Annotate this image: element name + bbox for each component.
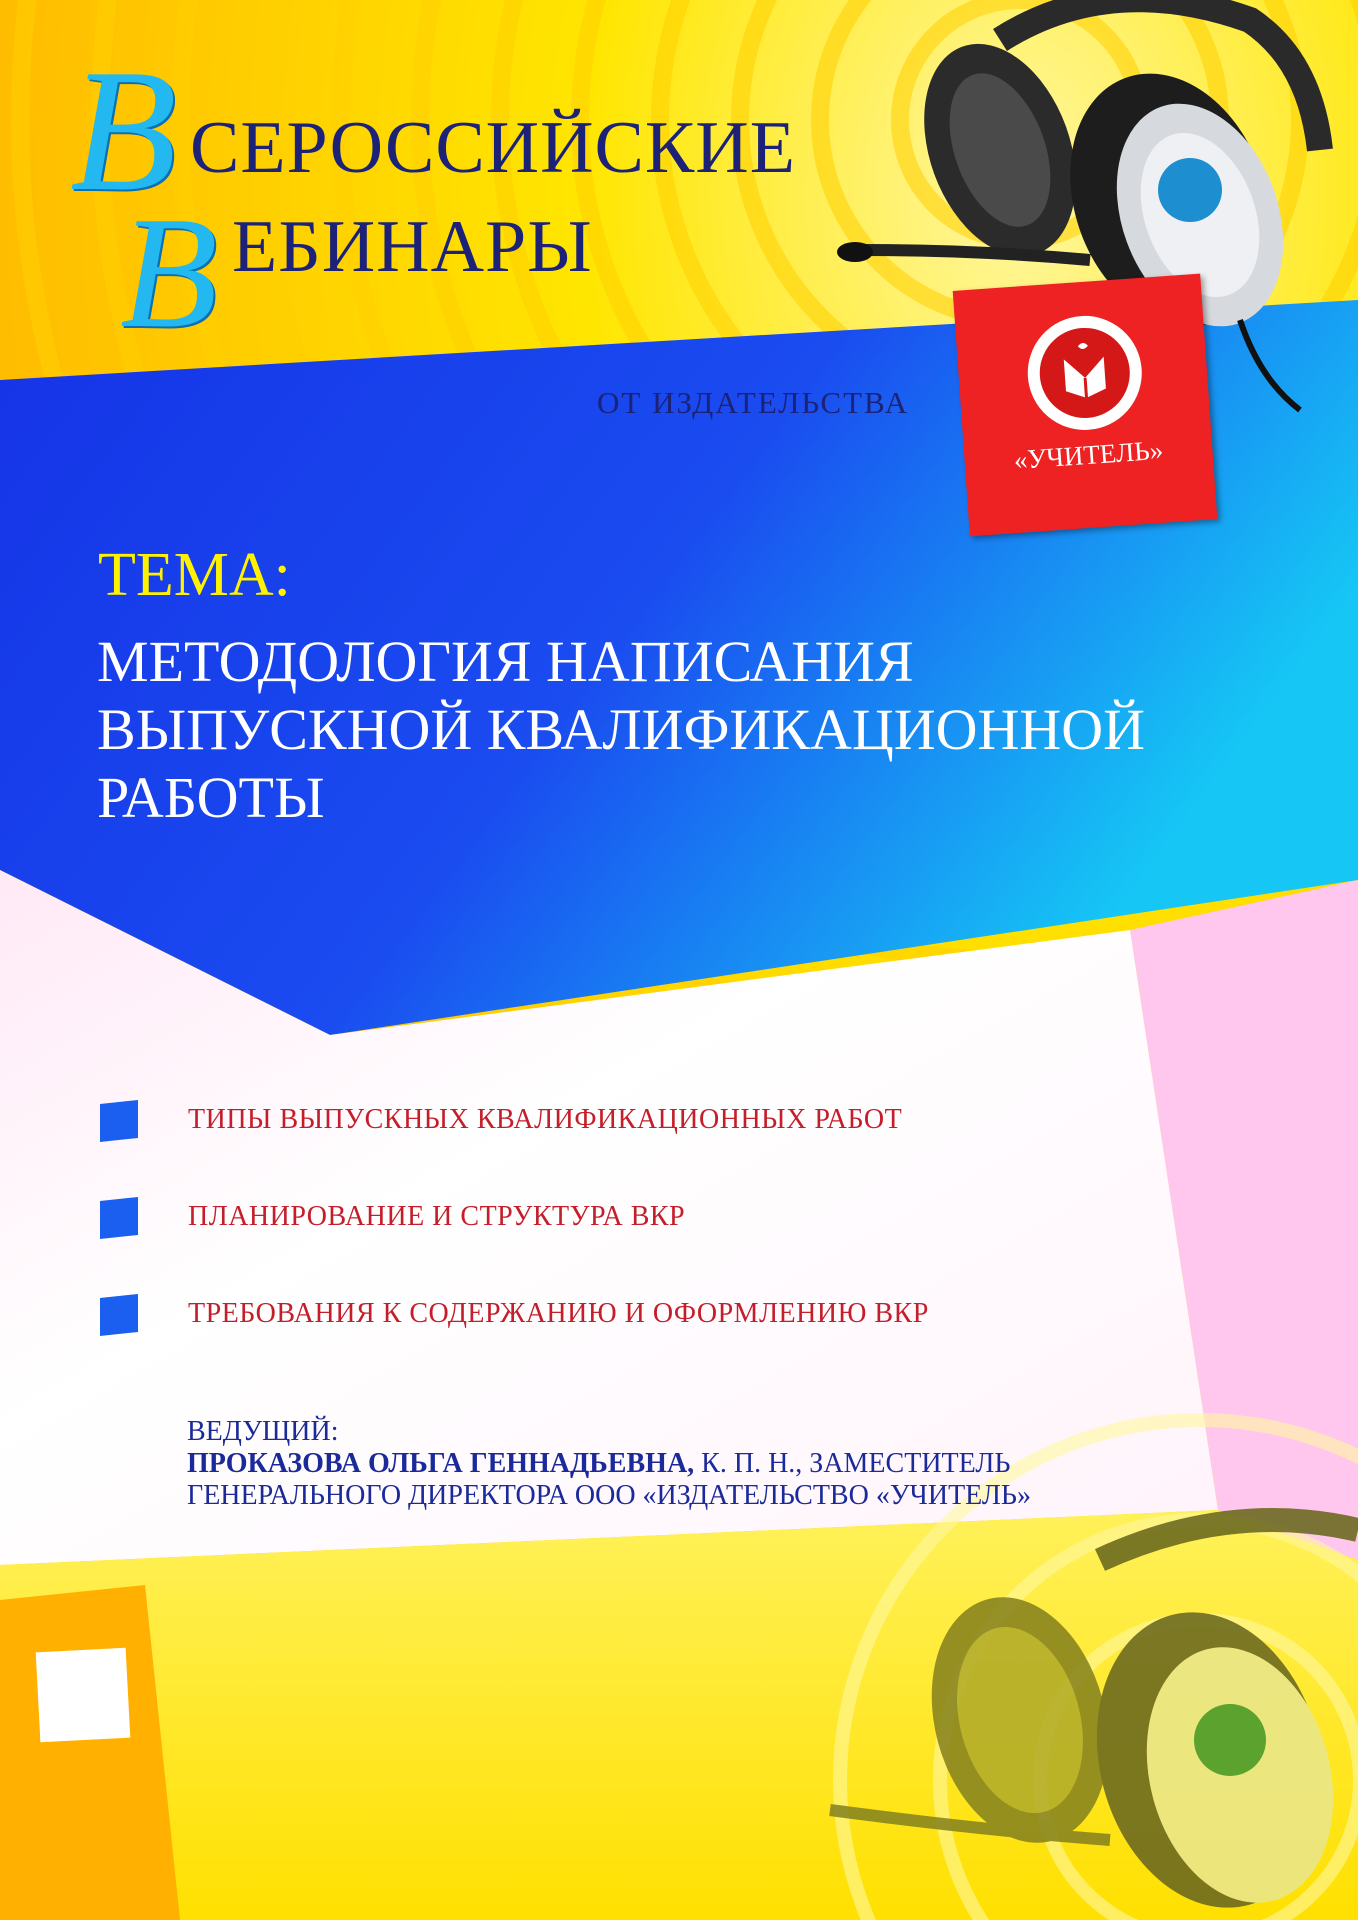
title-initial-1: В	[70, 33, 177, 227]
white-square	[36, 1648, 131, 1743]
bullet-square-icon	[100, 1197, 138, 1239]
title-line-1: СЕРОССИЙСКИЕ	[190, 107, 796, 189]
title-initial-2: В	[120, 183, 218, 361]
topic-title	[97, 628, 1327, 832]
bullet-text: ТИПЫ ВЫПУСКНЫХ КВАЛИФИКАЦИОННЫХ РАБОТ	[188, 1104, 903, 1135]
topic-label: ТЕМА:	[98, 541, 291, 609]
host-position: ГЕНЕРАЛЬНОГО ДИРЕКТОРА ООО «ИЗДАТЕЛЬСТВО «УЧИТЕЛЬ»	[187, 1480, 1031, 1511]
title-line-2: ЕБИНАРЫ	[232, 206, 593, 288]
list-item	[100, 1100, 1200, 1146]
bullet-square-icon	[100, 1100, 138, 1142]
logo-emblem-icon	[1024, 312, 1146, 434]
topic-line: МЕТОДОЛОГИЯ НАПИСАНИЯ	[97, 629, 914, 694]
list-item	[100, 1294, 1200, 1340]
logo-caption: «УЧИТЕЛЬ»	[1012, 434, 1165, 476]
bullet-text: ТРЕБОВАНИЯ К СОДЕРЖАНИЮ И ОФОРМЛЕНИЮ ВКР	[188, 1298, 929, 1329]
bullet-square-icon	[100, 1294, 138, 1336]
host-name: ПРОКАЗОВА ОЛЬГА ГЕННАДЬЕВНА,	[187, 1448, 695, 1479]
publisher-subtitle: ОТ ИЗДАТЕЛЬСТВА	[597, 385, 910, 420]
bullet-text: ПЛАНИРОВАНИЕ И СТРУКТУРА ВКР	[188, 1201, 686, 1232]
host-label: ВЕДУЩИЙ:	[187, 1416, 339, 1447]
host-degree: К. П. Н., ЗАМЕСТИТЕЛЬ	[694, 1448, 1011, 1479]
topic-line: ВЫПУСКНОЙ КВАЛИФИКАЦИОННОЙ	[97, 697, 1146, 762]
topic-line: РАБОТЫ	[97, 765, 325, 830]
publisher-logo	[953, 274, 1218, 537]
host-info	[187, 1416, 1031, 1512]
list-item	[100, 1197, 1200, 1243]
